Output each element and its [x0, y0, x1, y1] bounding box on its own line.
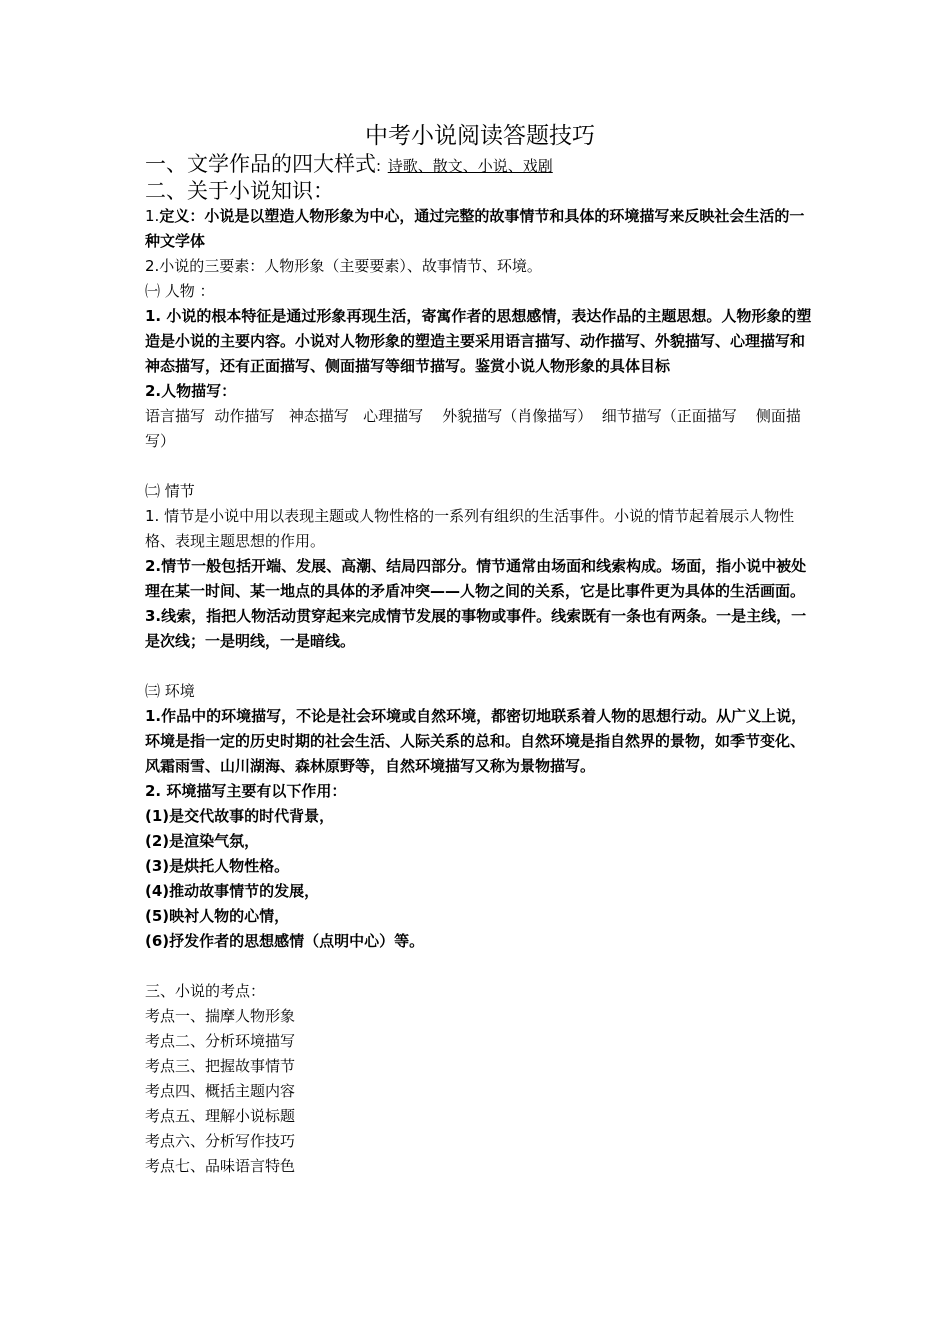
- environment-item: (5)映衬人物的心情，: [145, 907, 290, 925]
- plot-paragraph-2: 2.情节一般包括开端、发展、高潮、结局四部分。情节通常由场面和线索构成。场面，指小说中被处理在某一时间、某一地点的具体的矛盾冲突——人物之间的关系，它是比事件更为具体的生活画面。: [145, 557, 807, 600]
- elements-paragraph: 2.小说的三要素：人物形象（主要要素）、故事情节、环境。: [145, 257, 542, 275]
- exam-point: 考点七、品味语言特色: [145, 1157, 296, 1175]
- plot-paragraph-1: 1. 情节是小说中用以表现主题或人物性格的一系列有组织的生活事件。小说的情节起着展示人物性格、表现主题思想的作用。: [145, 507, 795, 550]
- exam-point: 考点二、分析环境描写: [145, 1032, 296, 1050]
- environment-paragraph-2: 2. 环境描写主要有以下作用：: [145, 782, 347, 800]
- exam-point: 考点四、概括主题内容: [145, 1082, 296, 1100]
- environment-heading: ㈢ 环境: [145, 682, 195, 700]
- forms-colon: :: [376, 157, 382, 175]
- environment-item: (2)是渲染气氛，: [145, 832, 260, 850]
- definition-paragraph: [145, 204, 815, 254]
- exam-point: 考点六、分析写作技巧: [145, 1132, 296, 1150]
- plot-heading: ㈡ 情节: [145, 482, 195, 500]
- definition-text: 定义：小说是以塑造人物形象为中心，通过完整的故事情节和具体的环境描写来反映社会生活的一种文学体: [145, 207, 805, 250]
- plot-paragraph-3: 3.线索，指把人物活动贯穿起来完成情节发展的事物或事件。线索既有一条也有两条。一是主线，一是次线；一是明线，一是暗线。: [145, 607, 807, 650]
- character-description-list: 语言描写 动作描写 神态描写 心理描写 外貌描写（肖像描写） 细节描写（正面描写 侧面描写）: [145, 407, 801, 450]
- environment-item: (4)推动故事情节的发展，: [145, 882, 320, 900]
- section-heading-knowledge: 二、关于小说知识：: [145, 179, 334, 203]
- environment-item: (1)是交代故事的时代背景，: [145, 807, 335, 825]
- page-title: 中考小说阅读答题技巧: [365, 123, 595, 149]
- exam-point: 考点五、理解小说标题: [145, 1107, 296, 1125]
- section-heading-forms: [145, 152, 815, 179]
- exam-heading: 三、小说的考点：: [145, 982, 266, 1000]
- character-heading: ㈠ 人物 ：: [145, 282, 215, 300]
- character-paragraph-1: 1. 小说的根本特征是通过形象再现生活，寄寓作者的思想感情，表达作品的主题思想。人物形象的塑造是小说的主要内容。小说对人物形象的塑造主要采用语言描写、动作描写、外貌描写、心理描写和神态描写，还有正面描写、侧面描写等细节描写。鉴赏小说人物形象的具体目标: [145, 307, 812, 375]
- document-page: [145, 120, 815, 1179]
- spacer: [145, 654, 815, 679]
- character-description-label: 2.人物描写：: [145, 382, 237, 400]
- environment-item: (3)是烘托人物性格。: [145, 857, 290, 875]
- definition-number: 1.: [145, 207, 160, 225]
- forms-heading-text: 一、文学作品的四大样式: [145, 152, 376, 176]
- forms-list: 诗歌、散文、小说、戏剧: [387, 157, 553, 175]
- spacer: [145, 954, 815, 979]
- environment-paragraph-1: 1.作品中的环境描写，不论是社会环境或自然环境，都密切地联系着人物的思想行动。从广义上说，环境是指一定的历史时期的社会生活、人际关系的总和。自然环境是指自然界的景物，如季节变化、风霜雨雪、山川湖海、森林原野等，自然环境描写又称为景物描写。: [145, 707, 807, 775]
- exam-point: 考点三、把握故事情节: [145, 1057, 296, 1075]
- exam-point: 考点一、揣摩人物形象: [145, 1007, 296, 1025]
- spacer: [145, 454, 815, 479]
- environment-item: (6)抒发作者的思想感情（点明中心）等。: [145, 932, 425, 950]
